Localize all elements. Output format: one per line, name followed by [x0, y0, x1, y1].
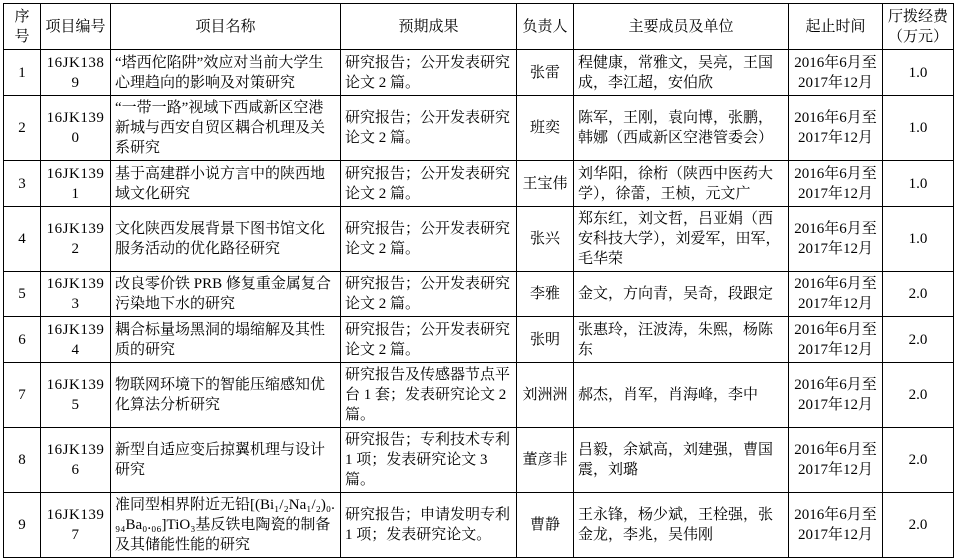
project-leader: 张明: [517, 317, 574, 363]
expected-result: 研究报告；公开发表研究论文 2 篇。: [341, 50, 517, 96]
duration-start: 2016年6月至: [794, 276, 877, 292]
expected-result: 研究报告及传感器节点平台 1 套；发表研究论文 2 篇。: [341, 363, 517, 428]
header-code: 项目编号: [41, 4, 111, 50]
project-members: 刘华阳，徐桁（陕西中医药大学），徐蕾，王桢，元文广: [574, 161, 789, 207]
project-duration: [789, 428, 883, 493]
row-no: 4: [4, 207, 41, 272]
duration-start: 2016年6月至: [794, 165, 877, 182]
project-name: 文化陕西发展背景下图书馆文化服务活动的优化路径研究: [111, 207, 341, 272]
project-leader: 张雷: [517, 50, 574, 96]
project-leader: 张兴: [517, 207, 574, 272]
project-name: 耦合标量场黑洞的塌缩解及其性质的研究: [111, 317, 341, 363]
project-code: 16JK1390: [41, 96, 111, 161]
project-code: 16JK1393: [41, 272, 111, 317]
header-members: 主要成员及单位: [574, 4, 789, 50]
duration-end: 2017年12月: [797, 462, 873, 478]
project-code: 16JK1395: [41, 363, 111, 428]
row-no: 3: [4, 161, 41, 207]
project-fund: 2.0: [883, 272, 954, 317]
project-name: “一带一路”视域下西咸新区空港新城与西安自贸区耦合机理及关系研究: [111, 96, 341, 161]
expected-result: 研究报告；公开发表研究论文 2 篇。: [341, 272, 517, 317]
table-row: [4, 161, 954, 207]
duration-start: 2016年6月至: [794, 221, 877, 237]
project-duration: [789, 207, 883, 272]
duration-end: 2017年12月: [797, 130, 873, 146]
duration-start: 2016年6月至: [794, 321, 877, 338]
table-row: [4, 493, 954, 558]
project-fund: 1.0: [883, 161, 954, 207]
row-no: 6: [4, 317, 41, 363]
expected-result: 研究报告；公开发表研究论文 2 篇。: [341, 317, 517, 363]
duration-end: 2017年12月: [797, 74, 873, 91]
duration-start: 2016年6月至: [794, 442, 877, 458]
project-leader: 班奕: [517, 96, 574, 161]
header-fund: [883, 4, 954, 50]
project-leader: 刘洲洲: [517, 363, 574, 428]
project-fund: 1.0: [883, 96, 954, 161]
project-duration: [789, 96, 883, 161]
project-code: 16JK1392: [41, 207, 111, 272]
table-row: [4, 428, 954, 493]
projects-table: [3, 3, 954, 558]
header-name: 项目名称: [111, 4, 341, 50]
expected-result: 研究报告；公开发表研究论文 2 篇。: [341, 96, 517, 161]
project-duration: [789, 50, 883, 96]
header-result: 预期成果: [341, 4, 517, 50]
project-members: 张惠玲，汪波涛，朱熙，杨陈东: [574, 317, 789, 363]
project-members: 陈军，王刚，袁向博，张鹏，韩娜（西咸新区空港管委会）: [574, 96, 789, 161]
project-code: 16JK1397: [41, 493, 111, 558]
duration-end: 2017年12月: [797, 241, 873, 257]
row-no: 2: [4, 96, 41, 161]
project-fund: 1.0: [883, 207, 954, 272]
project-members: 王永锋，杨少斌，王栓强，张金龙，李兆，吴伟刚: [574, 493, 789, 558]
duration-start: 2016年6月至: [794, 54, 877, 71]
project-leader: 王宝伟: [517, 161, 574, 207]
project-leader: 李雅: [517, 272, 574, 317]
duration-end: 2017年12月: [797, 185, 873, 202]
duration-start: 2016年6月至: [794, 507, 877, 523]
row-no: 1: [4, 50, 41, 96]
project-name: 基于高建群小说方言中的陕西地域文化研究: [111, 161, 341, 207]
duration-start: 2016年6月至: [794, 110, 877, 126]
row-no: 9: [4, 493, 41, 558]
project-fund: 2.0: [883, 428, 954, 493]
duration-end: 2017年12月: [797, 341, 873, 358]
duration-end: 2017年12月: [797, 296, 873, 312]
table-row: [4, 50, 954, 96]
header-row: [4, 4, 954, 50]
project-fund: 2.0: [883, 493, 954, 558]
table-row: [4, 96, 954, 161]
project-duration: [789, 363, 883, 428]
project-members: 郝杰，肖军，肖海峰，李中: [574, 363, 789, 428]
project-name: 新型自适应变后掠翼机理与设计研究: [111, 428, 341, 493]
header-no: 序号: [4, 4, 41, 50]
project-members: 程健康，常雅文，吴亮，王国成，李江超，安伯欣: [574, 50, 789, 96]
table-row: [4, 272, 954, 317]
project-duration: [789, 272, 883, 317]
duration-end: 2017年12月: [797, 397, 873, 413]
project-code: 16JK1394: [41, 317, 111, 363]
project-members: 金文，方向青，吴奇，段跟定: [574, 272, 789, 317]
table-row: [4, 207, 954, 272]
header-leader: 负责人: [517, 4, 574, 50]
project-code: 16JK1389: [41, 50, 111, 96]
table-row: [4, 363, 954, 428]
project-leader: 曹静: [517, 493, 574, 558]
project-name: 准同型相界附近无铅[(Bi₁/₂Na₁/₂)₀.₉₄Ba₀.₀₆]TiO₃基反铁电陶瓷的制备及其储能性能的研究: [111, 493, 341, 558]
project-duration: [789, 317, 883, 363]
header-fund-line1: 厅拨经费: [887, 8, 948, 25]
expected-result: 研究报告；申请发明专利 1 项；发表研究论文。: [341, 493, 517, 558]
project-code: 16JK1391: [41, 161, 111, 207]
project-duration: [789, 493, 883, 558]
row-no: 8: [4, 428, 41, 493]
expected-result: 研究报告；专利技术专利 1 项；发表研究论文 3 篇。: [341, 428, 517, 493]
header-fund-line2: （万元）: [887, 28, 948, 45]
duration-start: 2016年6月至: [794, 377, 877, 393]
project-code: 16JK1396: [41, 428, 111, 493]
project-name: “塔西佗陷阱”效应对当前大学生心理趋向的影响及对策研究: [111, 50, 341, 96]
project-fund: 1.0: [883, 50, 954, 96]
header-time: 起止时间: [789, 4, 883, 50]
project-duration: [789, 161, 883, 207]
project-members: 郑东红，刘文哲，吕亚娟（西安科技大学），刘爱军，田军，毛华荣: [574, 207, 789, 272]
table-row: [4, 317, 954, 363]
project-fund: 2.0: [883, 363, 954, 428]
duration-end: 2017年12月: [797, 527, 873, 543]
project-members: 吕毅，余斌高，刘建强，曹国震，刘璐: [574, 428, 789, 493]
expected-result: 研究报告；公开发表研究论文 2 篇。: [341, 207, 517, 272]
project-name: 改良零价铁 PRB 修复重金属复合污染地下水的研究: [111, 272, 341, 317]
expected-result: 研究报告；公开发表研究论文 2 篇。: [341, 161, 517, 207]
project-name: 物联网环境下的智能压缩感知优化算法分析研究: [111, 363, 341, 428]
project-fund: 2.0: [883, 317, 954, 363]
row-no: 5: [4, 272, 41, 317]
row-no: 7: [4, 363, 41, 428]
project-leader: 董彦非: [517, 428, 574, 493]
